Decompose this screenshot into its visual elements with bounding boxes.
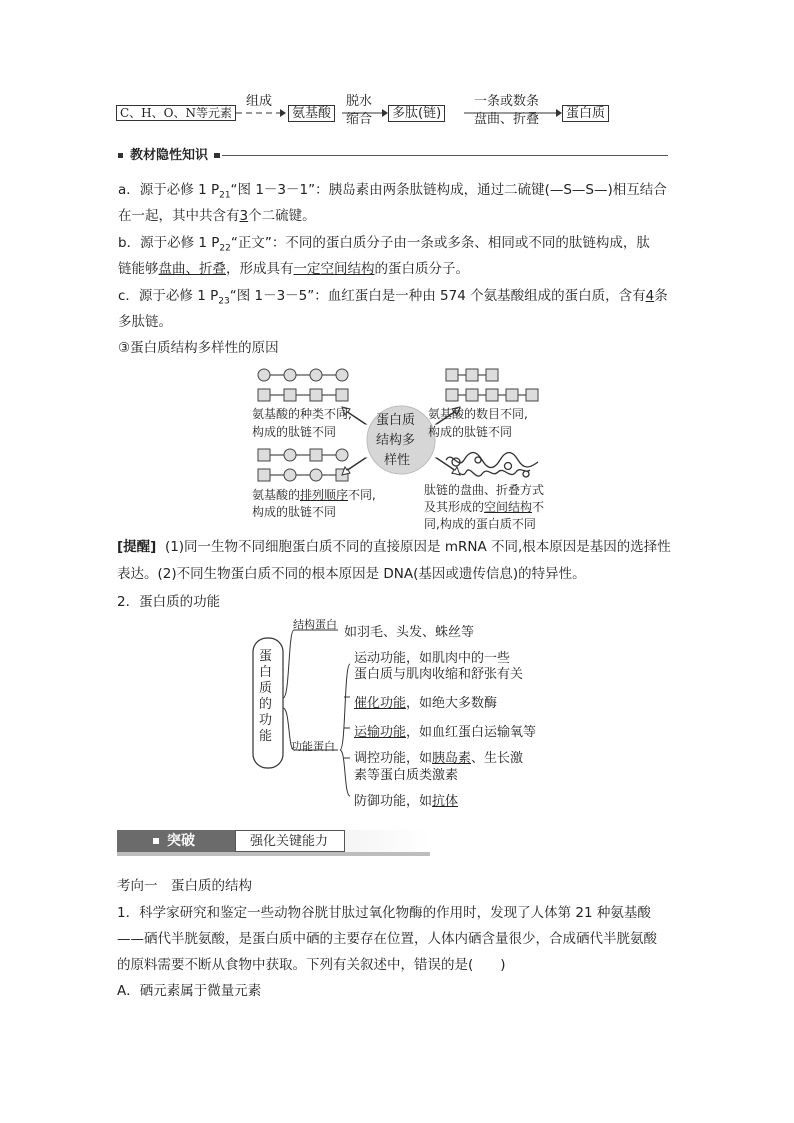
banner-subtitle: 强化关键能力 (250, 834, 329, 849)
root-char: 的 (259, 697, 273, 712)
order-underlined: 排列顺序 (300, 488, 349, 502)
item-a-line1 (118, 184, 667, 201)
defense-pre: 防御功能，如 (354, 794, 433, 809)
item-b-mid: ，形成具有 (226, 261, 294, 277)
question-line3: 的原料需要不断从食物中获取。下列有关叙述中，错误的是( ) (117, 957, 506, 973)
chain-circles-icon (258, 369, 348, 381)
section-header (116, 149, 672, 161)
elements-box: C、H、O、N等元素 (116, 105, 236, 121)
func-motion-1: 运动功能，如肌肉中的一些 (354, 651, 511, 666)
tip-tag: [提醒] (117, 539, 157, 555)
section-banner (117, 830, 430, 856)
function-heading: 2．蛋白质的功能 (117, 594, 221, 610)
divider (222, 155, 668, 156)
item-c-post: 条 (654, 288, 668, 304)
chain-order-b-icon (258, 469, 348, 481)
page-subscript: 23 (218, 296, 230, 307)
struct-protein-label: 结构蛋白 (293, 618, 337, 631)
diversity-count-1: 氨基酸的数目不同, (428, 407, 528, 421)
item-a-lead: a．源于必修 1 P (118, 182, 220, 198)
func-regulation-2: 素等蛋白质类激素 (354, 768, 459, 783)
peptide-box: 多肽(链) (388, 105, 445, 122)
func-defense (354, 795, 458, 808)
flow-step-folding: 盘曲、折叠 (474, 112, 540, 127)
order-post: 不同, (348, 488, 376, 502)
order-pre: 氨基酸的 (252, 488, 301, 502)
diversity-order-2: 构成的肽链不同 (252, 505, 337, 519)
root-char: 功 (259, 713, 273, 728)
item-a-post: 个二硫键。 (248, 208, 316, 224)
root-char: 能 (259, 729, 273, 744)
diversity-order-1 (252, 487, 376, 503)
arrow-icon (340, 108, 388, 118)
item-a-pre: 在一起，其中共含有 (118, 208, 240, 224)
root-char: 蛋 (259, 649, 273, 664)
struct-protein-text: 如羽毛、头发、蛛丝等 (344, 625, 475, 640)
item-b-post: 的蛋白质分子。 (374, 261, 469, 277)
transport-underlined: 运输功能 (354, 725, 407, 740)
arrow-icon (234, 108, 286, 118)
fold-pre: 及其形成的 (424, 500, 485, 514)
fold-underlined: 空间结构 (484, 500, 533, 514)
catalysis-underlined: 催化功能 (354, 696, 407, 711)
square-bullet-icon (153, 838, 159, 844)
protein-box: 蛋白质 (562, 105, 609, 122)
item-c-text: “图 1－3－5”：血红蛋白是一种由 574 个氨基酸组成的蛋白质，含有 (229, 288, 646, 304)
item-c-blank: 4 (645, 288, 655, 304)
question-line2: ——硒代半胱氨酸，是蛋白质中硒的主要存在位置，人体内硒含量很少，合成硒代半胱氨酸 (117, 931, 657, 947)
tip-text-1: (1)同一生物不同细胞蛋白质不同的直接原因是 mRNA 不同,根本原因是基因的选择性 (164, 539, 671, 555)
chain-squares-icon (258, 389, 348, 401)
question-direction: 考向一 蛋白质的结构 (117, 878, 252, 894)
item-c-line1 (118, 290, 668, 307)
item-b-blank2: 一定空间结构 (293, 261, 375, 277)
item-a-text: “图 1－3－1”：胰岛素由两条肽链构成，通过二硫键(—S—S—)相互结合 (230, 182, 667, 198)
func-regulation-1 (354, 752, 523, 765)
item-b-blank1: 盘曲、折叠 (158, 261, 226, 277)
catalysis-text: ，如绝大多数酶 (406, 696, 498, 711)
banner-subtitle-box (235, 830, 345, 852)
regulation-pre: 调控功能，如 (354, 751, 433, 766)
item-b-pre: 链能够 (118, 261, 159, 277)
root-char: 质 (259, 681, 273, 696)
center-label-1: 蛋白质 (376, 413, 416, 428)
diversity-count-2: 构成的肽链不同 (428, 425, 513, 439)
flow-step-chains: 一条或数条 (474, 94, 540, 109)
diversity-heading: ③蛋白质结构多样性的原因 (118, 340, 279, 356)
item-c-lead: c．源于必修 1 P (118, 288, 219, 304)
center-label-2: 结构多 (376, 433, 416, 448)
square-bullet-icon (118, 153, 123, 158)
func-catalysis (354, 697, 497, 710)
center-label-3: 样性 (384, 453, 411, 468)
item-b-line2 (118, 263, 469, 277)
section-title: 教材隐性知识 (130, 148, 209, 163)
transport-text: ，如血红蛋白运输氧等 (406, 725, 537, 740)
diversity-fold-3: 同,构成的蛋白质不同 (424, 517, 536, 531)
flow-step-compose: 组成 (246, 94, 273, 109)
question-line1: 1．科学家研究和鉴定一些动物谷胱甘肽过氧化物酶的作用时，发现了人体第 21 种氨基酸 (117, 905, 651, 921)
root-char: 白 (259, 665, 273, 680)
page-subscript: 21 (219, 190, 231, 201)
func-protein-label: 功能蛋白 (291, 740, 335, 753)
item-b-text: “正文”：不同的蛋白质分子由一条或多条、相同或不同的肽链构成，肽 (230, 235, 650, 251)
chain-short-icon (446, 369, 498, 381)
tip-line1 (117, 541, 671, 555)
tip-tag-text: 提醒 (123, 539, 151, 555)
arrow-icon (462, 108, 562, 118)
chain-order-a-icon (258, 449, 348, 461)
tip-line2: 表达。(2)不同生物蛋白质不同的根本原因是 DNA(基因或遗传信息)的特异性。 (117, 566, 586, 582)
banner-left-block (117, 830, 235, 852)
square-bullet-icon (214, 153, 220, 158)
defense-underlined: 抗体 (432, 794, 459, 809)
func-motion-2: 蛋白质与肌肉收缩和舒张有关 (354, 667, 524, 682)
chain-long-icon (446, 389, 538, 401)
item-a-blank: 3 (239, 208, 249, 224)
diversity-fold-2 (424, 499, 544, 515)
fold-post: 不 (532, 500, 545, 514)
func-transport (354, 726, 536, 739)
item-a-line2 (118, 210, 316, 224)
flow-step-dehydration: 脱水 (346, 94, 373, 109)
banner-bottom-line (117, 852, 430, 856)
diversity-type-2: 构成的肽链不同 (252, 425, 337, 439)
option-a[interactable]: A．硒元素属于微量元素 (117, 983, 262, 999)
amino-acid-box: 氨基酸 (288, 105, 335, 122)
page-subscript: 22 (219, 243, 231, 254)
diversity-fold-1: 肽链的盘曲、折叠方式 (424, 483, 545, 497)
item-c-line2: 多肽链。 (118, 314, 172, 330)
banner-title: 突破 (167, 833, 195, 849)
regulation-post: 、生长激 (471, 751, 524, 766)
item-b-line1 (118, 237, 650, 254)
diversity-type-1: 氨基酸的种类不同, (252, 407, 352, 421)
flow-step-condensation: 缩合 (346, 112, 373, 127)
regulation-underlined: 胰岛素 (432, 751, 472, 766)
item-b-lead: b．源于必修 1 P (118, 235, 220, 251)
